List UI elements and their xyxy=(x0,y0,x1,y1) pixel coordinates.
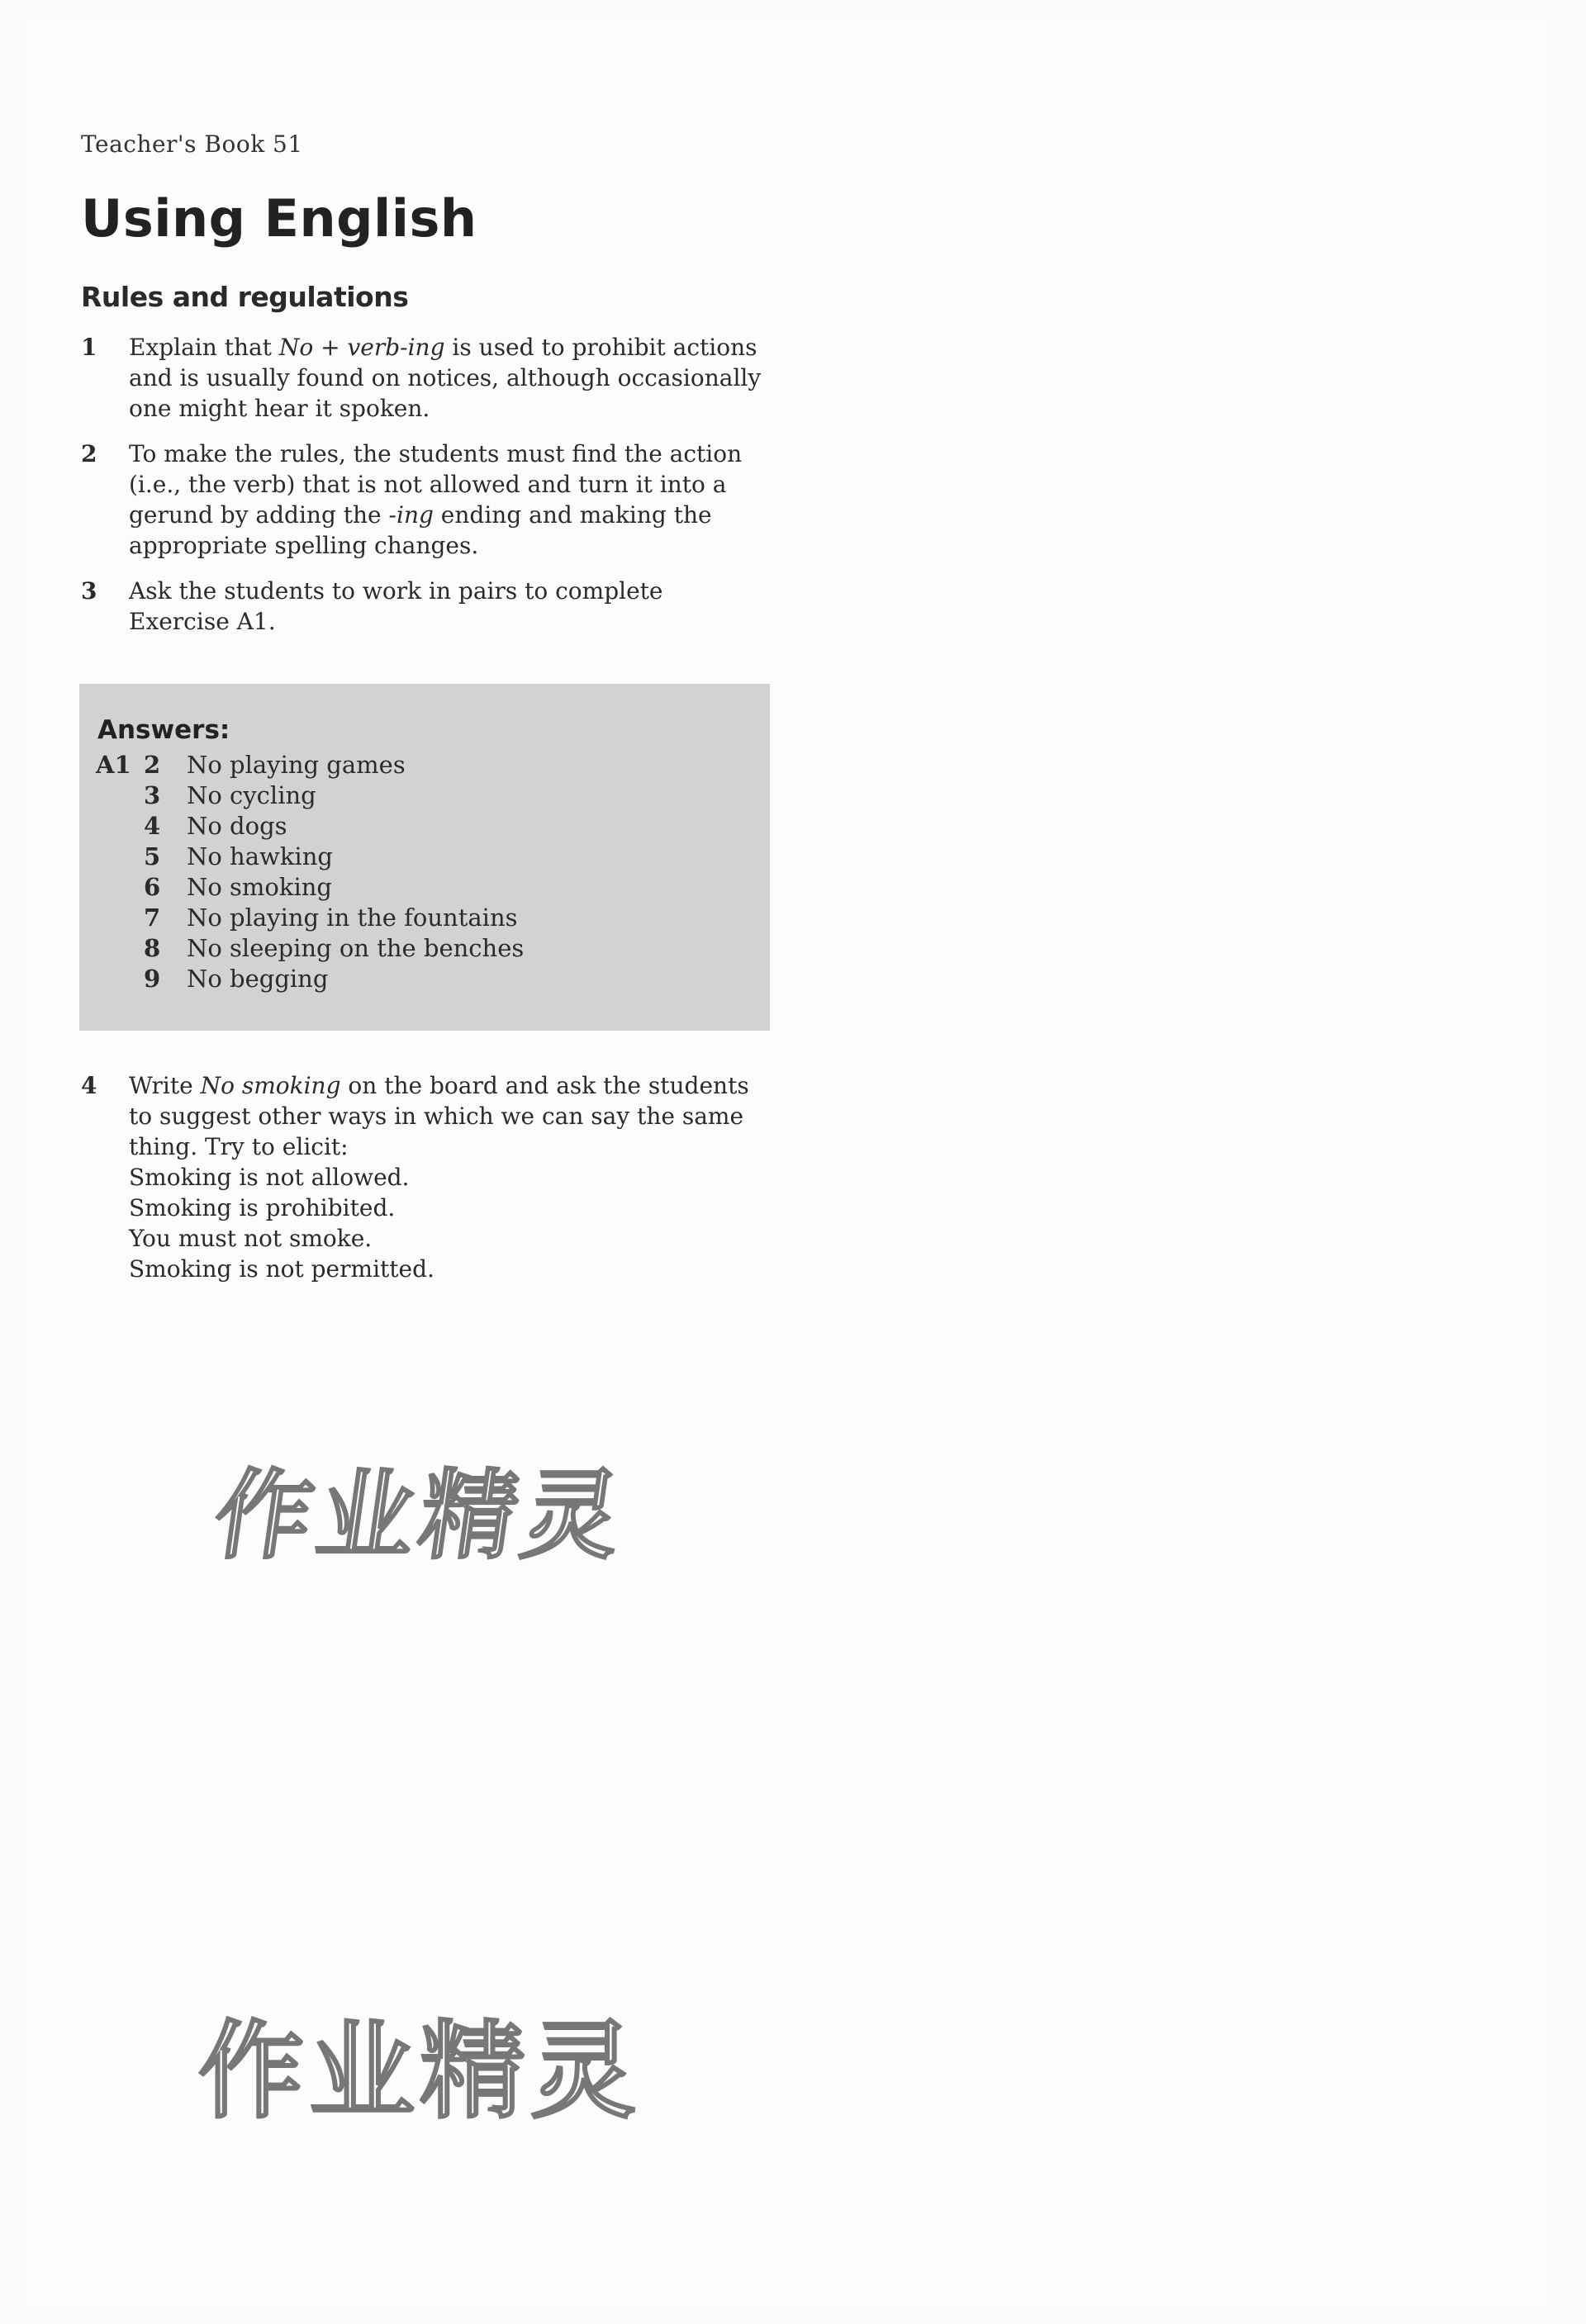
item-text: Write No smoking on the board and ask the students to suggest other ways in which we can say the same thing. Try to elicit: xyxy=(129,1072,749,1160)
example-line: Smoking is not allowed. xyxy=(129,1164,410,1191)
answer-row: 6 No smoking xyxy=(144,873,332,901)
answer-row: 4 No dogs xyxy=(144,812,287,840)
section-heading: Rules and regulations xyxy=(81,281,409,313)
instruction-list xyxy=(81,332,767,637)
item-number: 1 xyxy=(81,334,97,361)
list-item xyxy=(81,1070,767,1162)
watermark: 作业精灵 xyxy=(198,2010,642,2133)
example-line: Smoking is not permitted. xyxy=(129,1255,434,1283)
example-line: You must not smoke. xyxy=(129,1225,373,1252)
item-text: Explain that No + verb-ing is used to prohibit actions and is usually found on notices, although occasionally one might hear it spoken. xyxy=(129,334,762,422)
exercise-label: A1 xyxy=(96,751,131,779)
list-item xyxy=(81,332,767,424)
answer-row: 7 No playing in the fountains xyxy=(144,904,518,932)
answers-box xyxy=(79,684,770,1031)
answer-row: 5 No hawking xyxy=(144,842,333,870)
answers-heading: Answers: xyxy=(97,715,230,745)
item-text: Ask the students to work in pairs to complete Exercise A1. xyxy=(129,577,663,635)
item-number: 3 xyxy=(81,577,97,605)
answer-row: 8 No sleeping on the benches xyxy=(144,934,525,962)
answer-row: A1 2 No playing games xyxy=(96,751,406,779)
instruction-list xyxy=(81,1070,767,1284)
list-item xyxy=(81,576,767,637)
page-title: Using English xyxy=(81,188,477,249)
item-number: 4 xyxy=(81,1072,97,1099)
example-sentences xyxy=(129,1162,767,1284)
answer-row: 9 No begging xyxy=(144,965,329,993)
answers-list xyxy=(96,750,524,994)
item-text: To make the rules, the students must find the action (i.e., the verb) that is not allowed and turn it into a gerund by adding the -ing ending and making the appropriate spelling changes. xyxy=(129,440,743,559)
answer-row: 3 No cycling xyxy=(144,781,316,809)
list-item xyxy=(81,439,767,561)
watermark: 作业精灵 xyxy=(207,1458,634,1572)
example-line: Smoking is prohibited. xyxy=(129,1194,396,1221)
running-head: Teacher's Book 51 xyxy=(81,130,303,158)
item-number: 2 xyxy=(81,440,97,467)
